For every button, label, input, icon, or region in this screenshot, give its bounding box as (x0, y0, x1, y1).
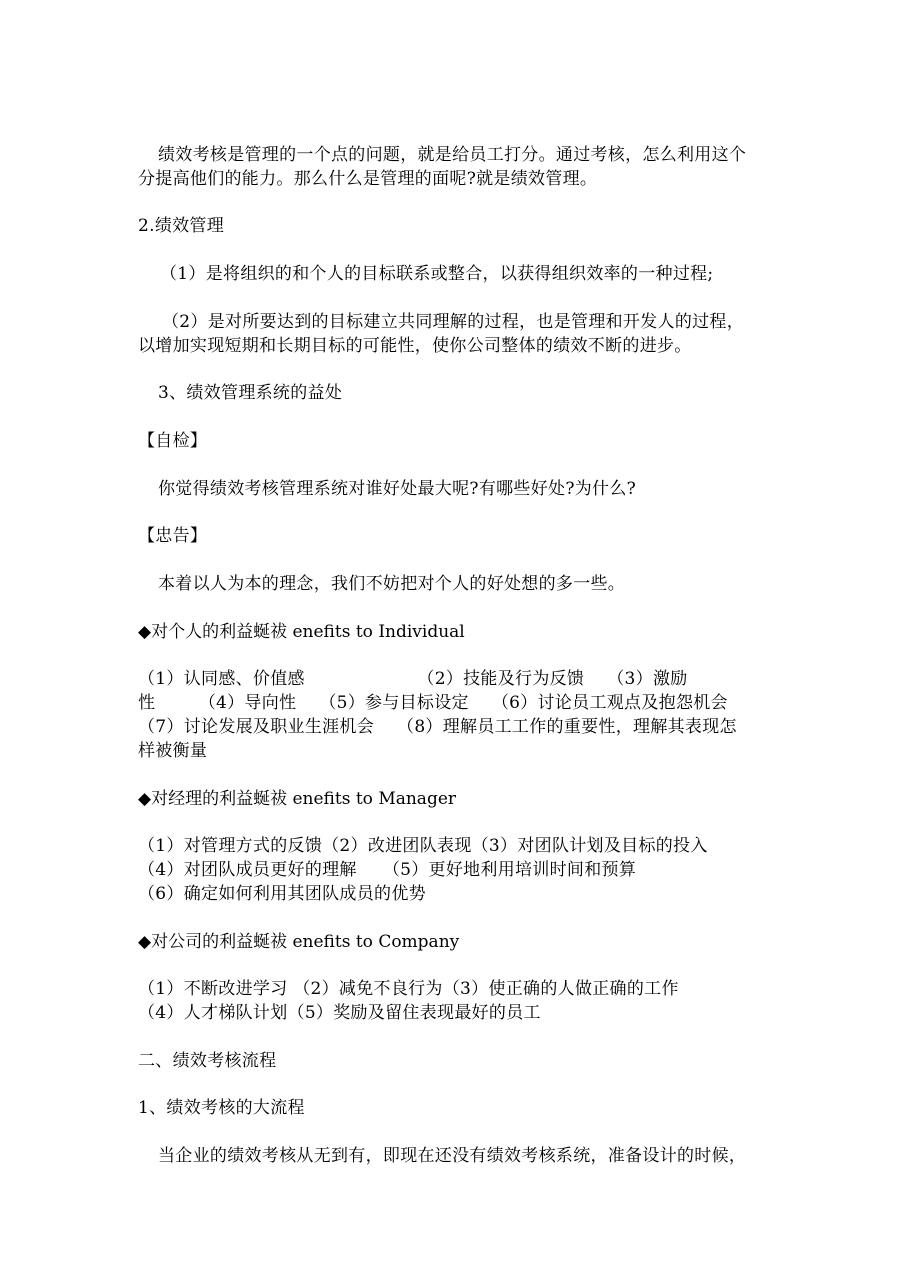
list-line: （7）讨论发展及职业生涯机会 （8）理解员工工作的重要性，理解其表现怎 (138, 717, 737, 737)
list-line: （1）认同感、价值感 （2）技能及行为反馈 （3）激励 (138, 669, 688, 689)
paragraph-line: 当企业的绩效考核从无到有，即现在还没有绩效考核系统，准备设计的时候， (158, 1146, 747, 1166)
list-line: （4）对团队成员更好的理解 （5）更好地利用培训时间和预算 (138, 860, 637, 880)
section-heading: 2.绩效管理 (138, 216, 225, 236)
paragraph-line: 本着以人为本的理念，我们不妨把对个人的好处想的多一些。 (158, 574, 626, 594)
chapter-heading: 二、绩效考核流程 (138, 1051, 277, 1071)
benefit-heading: ◆对公司的利益蜒祓 enefits to Company (138, 932, 460, 952)
list-line: 性 （4）导向性 （5）参与目标设定 （6）讨论员工观点及抱怨机会 (138, 693, 728, 713)
list-line: （6）确定如何利用其团队成员的优势 (138, 884, 426, 904)
bracket-heading: 【忠告】 (138, 526, 208, 546)
list-item: （1）是将组织的和个人的目标联系或整合，以获得组织效率的一种过程; (160, 264, 714, 284)
section-heading: 3、绩效管理系统的益处 (158, 383, 343, 403)
list-item: （2）是对所要达到的目标建立共同理解的过程，也是管理和开发人的过程， (162, 312, 745, 332)
paragraph-line: 分提高他们的能力。那么什么是管理的面呢?就是绩效管理。 (138, 169, 598, 189)
list-line: （1）对管理方式的反馈（2）改进团队表现（3）对团队计划及目标的投入 (138, 836, 708, 856)
list-line: 样被衡量 (138, 741, 208, 761)
benefit-heading: ◆对经理的利益蜒祓 enefits to Manager (138, 789, 457, 809)
section-heading: 1、绩效考核的大流程 (138, 1098, 305, 1118)
list-line: （1）不断改进学习 （2）减免不良行为（3）使正确的人做正确的工作 (138, 979, 679, 999)
bracket-heading: 【自检】 (138, 431, 208, 451)
list-line: （4）人才梯队计划（5）奖励及留住表现最好的员工 (138, 1003, 541, 1023)
benefit-heading: ◆对个人的利益蜒祓 enefits to Individual (138, 622, 465, 642)
paragraph-line: 绩效考核是管理的一个点的问题，就是给员工打分。通过考核，怎么利用这个 (158, 145, 747, 165)
paragraph-line: 你觉得绩效考核管理系统对谁好处最大呢?有哪些好处?为什么? (158, 479, 637, 499)
paragraph-line: 以增加实现短期和长期目标的可能性，使你公司整体的绩效不断的进步。 (138, 336, 692, 356)
